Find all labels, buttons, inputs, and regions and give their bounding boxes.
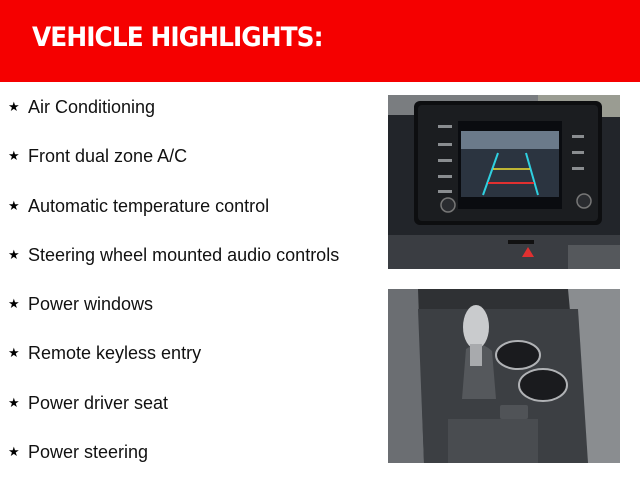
- feature-label: Power windows: [28, 294, 154, 315]
- feature-item: [8, 240, 378, 289]
- feature-label: Automatic temperature control: [28, 195, 270, 216]
- infotainment-illustration: [388, 95, 620, 269]
- feature-item: [8, 388, 378, 437]
- star-icon: ★: [8, 197, 20, 213]
- star-icon: ★: [8, 345, 20, 361]
- feature-label: Power steering: [28, 442, 149, 463]
- feature-item: [8, 141, 378, 190]
- feature-item: [8, 191, 378, 240]
- feature-item: [8, 437, 378, 486]
- star-icon: ★: [8, 296, 20, 312]
- star-icon: ★: [8, 444, 20, 460]
- header-banner: [0, 0, 640, 82]
- star-icon: ★: [8, 99, 20, 114]
- gear-shifter-photo: [388, 289, 620, 463]
- feature-label: Air Conditioning: [28, 97, 156, 117]
- feature-list: [8, 92, 378, 486]
- star-icon: ★: [8, 246, 20, 262]
- feature-label: Power driver seat: [28, 392, 169, 413]
- feature-item: [8, 92, 378, 141]
- feature-label: Remote keyless entry: [28, 343, 202, 364]
- gear-shifter-illustration: [388, 289, 620, 463]
- infotainment-photo: [388, 95, 620, 269]
- page-title: VEHICLE HIGHLIGHTS:: [32, 22, 323, 53]
- star-icon: ★: [8, 394, 20, 410]
- feature-item: [8, 289, 378, 338]
- feature-item: [8, 338, 378, 387]
- feature-label: Front dual zone A/C: [28, 146, 188, 167]
- feature-label: Steering wheel mounted audio controls: [28, 244, 340, 265]
- star-icon: ★: [8, 148, 20, 164]
